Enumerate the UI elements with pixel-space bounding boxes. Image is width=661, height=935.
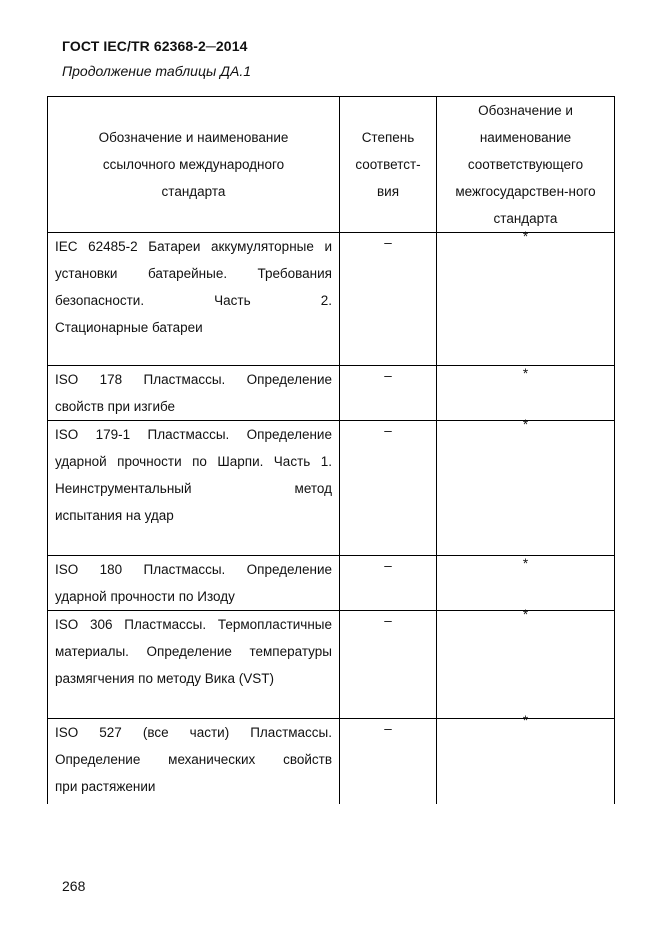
degree-cell: – [340, 366, 437, 421]
degree-cell: – [340, 421, 437, 556]
designation-cell: * [437, 556, 615, 611]
standard-name-cell: ISO 179-1 Пластмассы. Определение ударной прочности по Шарпи. Часть 1. Неинструментальный метод испытания на удар [48, 421, 340, 556]
designation-cell: * [437, 233, 615, 366]
page-number: 268 [62, 878, 86, 894]
standard-name-cell: ISO 306 Пластмассы. Термопластичные материалы. Определение температуры размягчения по методу Вика (VST) [48, 611, 340, 719]
degree-cell: – [340, 556, 437, 611]
designation-cell: * [437, 611, 615, 719]
table-row [48, 421, 615, 556]
table-row [48, 233, 615, 366]
column-header-degree: Степень соответст-вия [340, 97, 437, 233]
table-row [48, 556, 615, 611]
table-header-row [48, 97, 615, 233]
degree-cell: – [340, 611, 437, 719]
column-header-interstate-standard: Обозначение и наименование соответствующего межгосударствен-ного стандарта [437, 97, 615, 233]
column-header-international-standard: Обозначение и наименование ссылочного международного стандарта [48, 97, 340, 233]
reference-standards-table [47, 96, 615, 804]
degree-cell: – [340, 719, 437, 804]
document-standard-code: ГОСТ IEC/TR 62368-2─2014 [62, 38, 248, 54]
table-row [48, 719, 615, 804]
standard-name-cell: ISO 180 Пластмассы. Определение ударной прочности по Изоду [48, 556, 340, 611]
designation-cell: * [437, 366, 615, 421]
standard-name-cell: IEC 62485-2 Батареи аккумуляторные и установки батарейные. Требования безопасности. Часть 2. Стационарные батареи [48, 233, 340, 366]
standard-name-cell: ISO 178 Пластмассы. Определение свойств при изгибе [48, 366, 340, 421]
standard-name-cell: ISO 527 (все части) Пластмассы. Определение механических свойств при растяжении [48, 719, 340, 804]
table-row [48, 366, 615, 421]
designation-cell: * [437, 421, 615, 556]
designation-cell: * [437, 719, 615, 804]
table-continuation-caption: Продолжение таблицы ДА.1 [62, 63, 252, 79]
degree-cell: – [340, 233, 437, 366]
table-row [48, 611, 615, 719]
